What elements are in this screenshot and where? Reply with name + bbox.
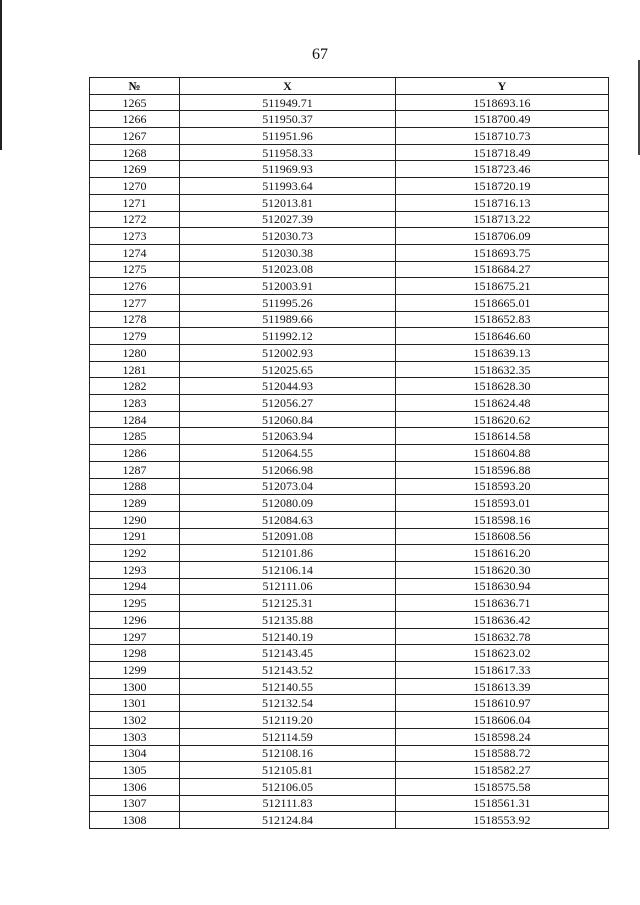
x-coordinate: 512044.93 bbox=[180, 378, 396, 395]
x-coordinate: 512056.27 bbox=[180, 395, 396, 412]
row-number: 1285 bbox=[90, 428, 180, 445]
header-number: № bbox=[90, 78, 180, 95]
row-number: 1303 bbox=[90, 728, 180, 745]
x-coordinate: 512027.39 bbox=[180, 211, 396, 228]
table-row bbox=[90, 795, 609, 812]
table-row bbox=[90, 628, 609, 645]
x-coordinate: 512060.84 bbox=[180, 411, 396, 428]
row-number: 1289 bbox=[90, 495, 180, 512]
x-coordinate: 512030.73 bbox=[180, 228, 396, 245]
table-row bbox=[90, 428, 609, 445]
x-coordinate: 511989.66 bbox=[180, 311, 396, 328]
x-coordinate: 512106.05 bbox=[180, 778, 396, 795]
y-coordinate: 1518632.35 bbox=[396, 361, 609, 378]
row-number: 1276 bbox=[90, 278, 180, 295]
x-coordinate: 512124.84 bbox=[180, 812, 396, 829]
x-coordinate: 511949.71 bbox=[180, 94, 396, 111]
y-coordinate: 1518639.13 bbox=[396, 345, 609, 362]
row-number: 1308 bbox=[90, 812, 180, 829]
table-row bbox=[90, 728, 609, 745]
y-coordinate: 1518628.30 bbox=[396, 378, 609, 395]
y-coordinate: 1518713.22 bbox=[396, 211, 609, 228]
x-coordinate: 512125.31 bbox=[180, 595, 396, 612]
row-number: 1274 bbox=[90, 244, 180, 261]
y-coordinate: 1518684.27 bbox=[396, 261, 609, 278]
table-row bbox=[90, 578, 609, 595]
x-coordinate: 511969.93 bbox=[180, 161, 396, 178]
table-row bbox=[90, 311, 609, 328]
x-coordinate: 512080.09 bbox=[180, 495, 396, 512]
y-coordinate: 1518616.20 bbox=[396, 545, 609, 562]
row-number: 1306 bbox=[90, 778, 180, 795]
y-coordinate: 1518665.01 bbox=[396, 294, 609, 311]
table-row bbox=[90, 294, 609, 311]
x-coordinate: 512105.81 bbox=[180, 762, 396, 779]
y-coordinate: 1518604.88 bbox=[396, 445, 609, 462]
table-row bbox=[90, 178, 609, 195]
x-coordinate: 512101.86 bbox=[180, 545, 396, 562]
table-row bbox=[90, 111, 609, 128]
table-row bbox=[90, 695, 609, 712]
table-row bbox=[90, 495, 609, 512]
row-number: 1279 bbox=[90, 328, 180, 345]
table-row bbox=[90, 228, 609, 245]
table-row bbox=[90, 211, 609, 228]
y-coordinate: 1518613.39 bbox=[396, 678, 609, 695]
row-number: 1278 bbox=[90, 311, 180, 328]
scan-edge-left bbox=[0, 0, 2, 150]
header-x: X bbox=[180, 78, 396, 95]
table-row bbox=[90, 345, 609, 362]
x-coordinate: 511951.96 bbox=[180, 128, 396, 145]
row-number: 1281 bbox=[90, 361, 180, 378]
table-row bbox=[90, 378, 609, 395]
y-coordinate: 1518582.27 bbox=[396, 762, 609, 779]
y-coordinate: 1518716.13 bbox=[396, 194, 609, 211]
table-row bbox=[90, 361, 609, 378]
table-row bbox=[90, 561, 609, 578]
row-number: 1291 bbox=[90, 528, 180, 545]
y-coordinate: 1518610.97 bbox=[396, 695, 609, 712]
x-coordinate: 512106.14 bbox=[180, 561, 396, 578]
row-number: 1290 bbox=[90, 511, 180, 528]
x-coordinate: 511992.12 bbox=[180, 328, 396, 345]
y-coordinate: 1518606.04 bbox=[396, 712, 609, 729]
row-number: 1296 bbox=[90, 612, 180, 629]
row-number: 1300 bbox=[90, 678, 180, 695]
table-row bbox=[90, 595, 609, 612]
y-coordinate: 1518675.21 bbox=[396, 278, 609, 295]
row-number: 1284 bbox=[90, 411, 180, 428]
y-coordinate: 1518617.33 bbox=[396, 662, 609, 679]
y-coordinate: 1518598.24 bbox=[396, 728, 609, 745]
coordinates-table bbox=[89, 77, 609, 829]
y-coordinate: 1518720.19 bbox=[396, 178, 609, 195]
row-number: 1275 bbox=[90, 261, 180, 278]
y-coordinate: 1518710.73 bbox=[396, 128, 609, 145]
y-coordinate: 1518623.02 bbox=[396, 645, 609, 662]
row-number: 1286 bbox=[90, 445, 180, 462]
table-row bbox=[90, 194, 609, 211]
x-coordinate: 512030.38 bbox=[180, 244, 396, 261]
page-number: 67 bbox=[312, 46, 328, 63]
y-coordinate: 1518652.83 bbox=[396, 311, 609, 328]
y-coordinate: 1518593.01 bbox=[396, 495, 609, 512]
y-coordinate: 1518630.94 bbox=[396, 578, 609, 595]
y-coordinate: 1518593.20 bbox=[396, 478, 609, 495]
table-row bbox=[90, 328, 609, 345]
y-coordinate: 1518596.88 bbox=[396, 461, 609, 478]
x-coordinate: 512108.16 bbox=[180, 745, 396, 762]
table-row bbox=[90, 662, 609, 679]
x-coordinate: 512111.83 bbox=[180, 795, 396, 812]
row-number: 1305 bbox=[90, 762, 180, 779]
table-row bbox=[90, 678, 609, 695]
table-body bbox=[90, 94, 609, 828]
row-number: 1301 bbox=[90, 695, 180, 712]
table-row bbox=[90, 812, 609, 829]
x-coordinate: 512064.55 bbox=[180, 445, 396, 462]
row-number: 1266 bbox=[90, 111, 180, 128]
x-coordinate: 512073.04 bbox=[180, 478, 396, 495]
row-number: 1277 bbox=[90, 294, 180, 311]
row-number: 1268 bbox=[90, 144, 180, 161]
row-number: 1273 bbox=[90, 228, 180, 245]
x-coordinate: 512063.94 bbox=[180, 428, 396, 445]
row-number: 1299 bbox=[90, 662, 180, 679]
row-number: 1267 bbox=[90, 128, 180, 145]
y-coordinate: 1518624.48 bbox=[396, 395, 609, 412]
row-number: 1280 bbox=[90, 345, 180, 362]
y-coordinate: 1518706.09 bbox=[396, 228, 609, 245]
x-coordinate: 511958.33 bbox=[180, 144, 396, 161]
table-row bbox=[90, 528, 609, 545]
table-row bbox=[90, 778, 609, 795]
y-coordinate: 1518636.42 bbox=[396, 612, 609, 629]
row-number: 1297 bbox=[90, 628, 180, 645]
row-number: 1292 bbox=[90, 545, 180, 562]
row-number: 1304 bbox=[90, 745, 180, 762]
x-coordinate: 512140.55 bbox=[180, 678, 396, 695]
table-row bbox=[90, 161, 609, 178]
table-row bbox=[90, 278, 609, 295]
row-number: 1272 bbox=[90, 211, 180, 228]
header-y: Y bbox=[396, 78, 609, 95]
x-coordinate: 512091.08 bbox=[180, 528, 396, 545]
row-number: 1298 bbox=[90, 645, 180, 662]
x-coordinate: 512140.19 bbox=[180, 628, 396, 645]
y-coordinate: 1518700.49 bbox=[396, 111, 609, 128]
table-row bbox=[90, 745, 609, 762]
x-coordinate: 512025.65 bbox=[180, 361, 396, 378]
table-row bbox=[90, 545, 609, 562]
row-number: 1271 bbox=[90, 194, 180, 211]
x-coordinate: 512003.91 bbox=[180, 278, 396, 295]
y-coordinate: 1518614.58 bbox=[396, 428, 609, 445]
table-row bbox=[90, 762, 609, 779]
y-coordinate: 1518608.56 bbox=[396, 528, 609, 545]
y-coordinate: 1518575.58 bbox=[396, 778, 609, 795]
table-row bbox=[90, 94, 609, 111]
y-coordinate: 1518588.72 bbox=[396, 745, 609, 762]
x-coordinate: 512114.59 bbox=[180, 728, 396, 745]
row-number: 1287 bbox=[90, 461, 180, 478]
table-row bbox=[90, 395, 609, 412]
row-number: 1302 bbox=[90, 712, 180, 729]
row-number: 1307 bbox=[90, 795, 180, 812]
x-coordinate: 512002.93 bbox=[180, 345, 396, 362]
table-row bbox=[90, 261, 609, 278]
x-coordinate: 511995.26 bbox=[180, 294, 396, 311]
table-row bbox=[90, 645, 609, 662]
y-coordinate: 1518723.46 bbox=[396, 161, 609, 178]
y-coordinate: 1518632.78 bbox=[396, 628, 609, 645]
y-coordinate: 1518620.62 bbox=[396, 411, 609, 428]
y-coordinate: 1518553.92 bbox=[396, 812, 609, 829]
row-number: 1283 bbox=[90, 395, 180, 412]
x-coordinate: 512135.88 bbox=[180, 612, 396, 629]
table-row bbox=[90, 511, 609, 528]
y-coordinate: 1518598.16 bbox=[396, 511, 609, 528]
y-coordinate: 1518718.49 bbox=[396, 144, 609, 161]
table-row bbox=[90, 411, 609, 428]
x-coordinate: 512143.52 bbox=[180, 662, 396, 679]
x-coordinate: 511950.37 bbox=[180, 111, 396, 128]
x-coordinate: 512119.20 bbox=[180, 712, 396, 729]
table-row bbox=[90, 128, 609, 145]
row-number: 1293 bbox=[90, 561, 180, 578]
y-coordinate: 1518561.31 bbox=[396, 795, 609, 812]
x-coordinate: 512084.63 bbox=[180, 511, 396, 528]
row-number: 1295 bbox=[90, 595, 180, 612]
y-coordinate: 1518636.71 bbox=[396, 595, 609, 612]
table-row bbox=[90, 244, 609, 261]
y-coordinate: 1518693.75 bbox=[396, 244, 609, 261]
table-row bbox=[90, 612, 609, 629]
x-coordinate: 512066.98 bbox=[180, 461, 396, 478]
table-row bbox=[90, 144, 609, 161]
row-number: 1269 bbox=[90, 161, 180, 178]
y-coordinate: 1518620.30 bbox=[396, 561, 609, 578]
row-number: 1294 bbox=[90, 578, 180, 595]
row-number: 1265 bbox=[90, 94, 180, 111]
table-row bbox=[90, 445, 609, 462]
table-row bbox=[90, 461, 609, 478]
x-coordinate: 512111.06 bbox=[180, 578, 396, 595]
row-number: 1270 bbox=[90, 178, 180, 195]
table-header-row bbox=[90, 78, 609, 95]
x-coordinate: 512023.08 bbox=[180, 261, 396, 278]
y-coordinate: 1518693.16 bbox=[396, 94, 609, 111]
x-coordinate: 512143.45 bbox=[180, 645, 396, 662]
row-number: 1282 bbox=[90, 378, 180, 395]
x-coordinate: 512132.54 bbox=[180, 695, 396, 712]
table-row bbox=[90, 478, 609, 495]
x-coordinate: 512013.81 bbox=[180, 194, 396, 211]
y-coordinate: 1518646.60 bbox=[396, 328, 609, 345]
table-row bbox=[90, 712, 609, 729]
row-number: 1288 bbox=[90, 478, 180, 495]
x-coordinate: 511993.64 bbox=[180, 178, 396, 195]
